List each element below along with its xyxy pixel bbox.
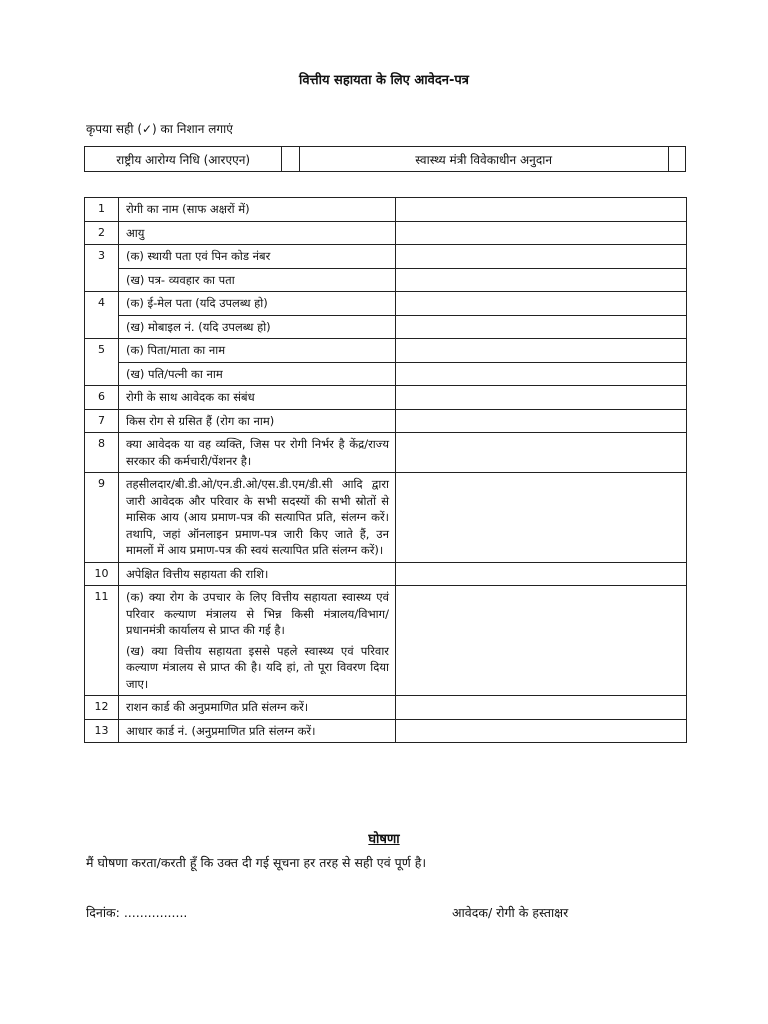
answer-field[interactable] <box>396 433 687 473</box>
row-number: 6 <box>85 386 119 410</box>
question-text: अपेक्षित वित्तीय सहायता की राशि। <box>126 566 269 581</box>
table-row <box>85 473 687 563</box>
question-text: क्या आवेदक या वह व्यक्ति, जिस पर रोगी निर्भर है केंद्र/राज्य सरकार की कर्मचारी/पेंशनर है। <box>126 437 389 468</box>
row-number: 5 <box>85 339 119 386</box>
question-label <box>119 473 396 563</box>
table-row <box>85 386 687 410</box>
question-text: आधार कार्ड नं. (अनुप्रमाणित प्रति संलग्न करें। <box>126 723 316 738</box>
question-text: आयु <box>126 225 145 240</box>
signature-label: आवेदक/ रोगी के हस्ताक्षर <box>452 905 569 920</box>
table-row <box>85 586 687 696</box>
question-label: (ख) पति/पत्नी का नाम <box>119 362 396 386</box>
row-number: 9 <box>85 473 119 563</box>
question-label: (ख) पत्र- व्यवहार का पता <box>119 268 396 292</box>
row-number: 2 <box>85 221 119 245</box>
tick-instruction: कृपया सही (✓) का निशान लगाएं <box>86 122 233 136</box>
answer-field[interactable] <box>396 315 687 339</box>
declaration-heading: घोषणा <box>368 832 400 847</box>
fund-option-hmdg-label: स्वास्थ्य मंत्री विवेकाधीन अनुदान <box>299 147 668 172</box>
answer-field[interactable] <box>396 221 687 245</box>
question-label <box>119 221 396 245</box>
answer-field[interactable] <box>396 268 687 292</box>
question-label <box>119 719 396 743</box>
table-row <box>85 339 687 363</box>
fund-option-hmdg-checkbox[interactable] <box>668 147 685 172</box>
question-label: (क) स्थायी पता एवं पिन कोड नंबर <box>119 245 396 269</box>
row-number: 4 <box>85 292 119 339</box>
table-row <box>85 221 687 245</box>
table-row <box>85 362 687 386</box>
answer-field[interactable] <box>396 245 687 269</box>
date-field[interactable]: दिनांक: ................ <box>86 905 188 920</box>
question-text: तहसीलदार/बी.डी.ओ/एन.डी.ओ/एस.डी.एम/डी.सी आदि द्वारा जारी आवेदक और परिवार के सभी सदस्यों की सभी स्रोतों से मासिक आय (आय प्रमाण-पत्र की सत्यापित प्रति, संलग्न करें। तथापि, जहां ऑनलाइन प्रमाण-पत्र जारी किए जाते हैं, उन मामलों में आय प्रमाण-पत्र की स्वयं सत्यापित प्रति संलग्न करें)। <box>126 477 389 557</box>
answer-field[interactable] <box>396 696 687 720</box>
table-row <box>85 268 687 292</box>
question-text: (ख) क्या वित्तीय सहायता इससे पहले स्वास्थ्य एवं परिवार कल्याण मंत्रालय से प्राप्त की है। यदि हां, तो पूरा विवरण दिया जाए। <box>126 643 389 691</box>
table-row <box>85 719 687 743</box>
question-label: (क) ई-मेल पता (यदि उपलब्ध हो) <box>119 292 396 316</box>
table-row <box>85 696 687 720</box>
question-label <box>119 409 396 433</box>
declaration-text: मैं घोषणा करता/करती हूँ कि उक्त दी गई सूचना हर तरह से सही एवं पूर्ण है। <box>86 855 427 870</box>
answer-field[interactable] <box>396 586 687 696</box>
answer-field[interactable] <box>396 719 687 743</box>
question-text: राशन कार्ड की अनुप्रमाणित प्रति संलग्न करें। <box>126 700 309 714</box>
table-row <box>85 315 687 339</box>
question-label <box>119 696 396 720</box>
question-label <box>119 562 396 586</box>
table-row <box>85 245 687 269</box>
answer-field[interactable] <box>396 409 687 433</box>
table-row <box>85 409 687 433</box>
question-label <box>119 433 396 473</box>
row-number: 8 <box>85 433 119 473</box>
answer-field[interactable] <box>396 198 687 222</box>
row-number: 3 <box>85 245 119 292</box>
question-label <box>119 386 396 410</box>
fund-selection-table <box>84 146 686 172</box>
question-text: रोगी के साथ आवेदक का संबंध <box>126 390 255 404</box>
row-number: 13 <box>85 719 119 743</box>
question-text: किस रोग से ग्रसित हैं (रोग का नाम) <box>126 413 275 428</box>
table-row <box>85 562 687 586</box>
row-number: 10 <box>85 562 119 586</box>
question-label <box>119 586 396 696</box>
applicant-details-table <box>84 197 687 743</box>
table-row <box>85 292 687 316</box>
row-number: 1 <box>85 198 119 222</box>
row-number: 12 <box>85 696 119 720</box>
answer-field[interactable] <box>396 292 687 316</box>
row-number: 11 <box>85 586 119 696</box>
question-label: (क) पिता/माता का नाम <box>119 339 396 363</box>
table-row <box>85 198 687 222</box>
question-text: (क) क्या रोग के उपचार के लिए वित्तीय सहायता स्वास्थ्य एवं परिवार कल्याण मंत्रालय से भिन्न किसी मंत्रालय/विभाग/प्रधानमंत्री कार्यालय से प्राप्त की गई है। <box>126 590 389 637</box>
answer-field[interactable] <box>396 386 687 410</box>
table-row <box>85 433 687 473</box>
answer-field[interactable] <box>396 562 687 586</box>
form-title: वित्तीय सहायता के लिए आवेदन-पत्र <box>299 73 469 88</box>
fund-option-ran-checkbox[interactable] <box>282 147 299 172</box>
question-label: (ख) मोबाइल नं. (यदि उपलब्ध हो) <box>119 315 396 339</box>
answer-field[interactable] <box>396 362 687 386</box>
question-label <box>119 198 396 222</box>
answer-field[interactable] <box>396 473 687 563</box>
question-text: रोगी का नाम (साफ अक्षरों में) <box>126 202 250 216</box>
answer-field[interactable] <box>396 339 687 363</box>
fund-option-ran-label: राष्ट्रीय आरोग्य निधि (आरएएन) <box>85 147 282 172</box>
row-number: 7 <box>85 409 119 433</box>
